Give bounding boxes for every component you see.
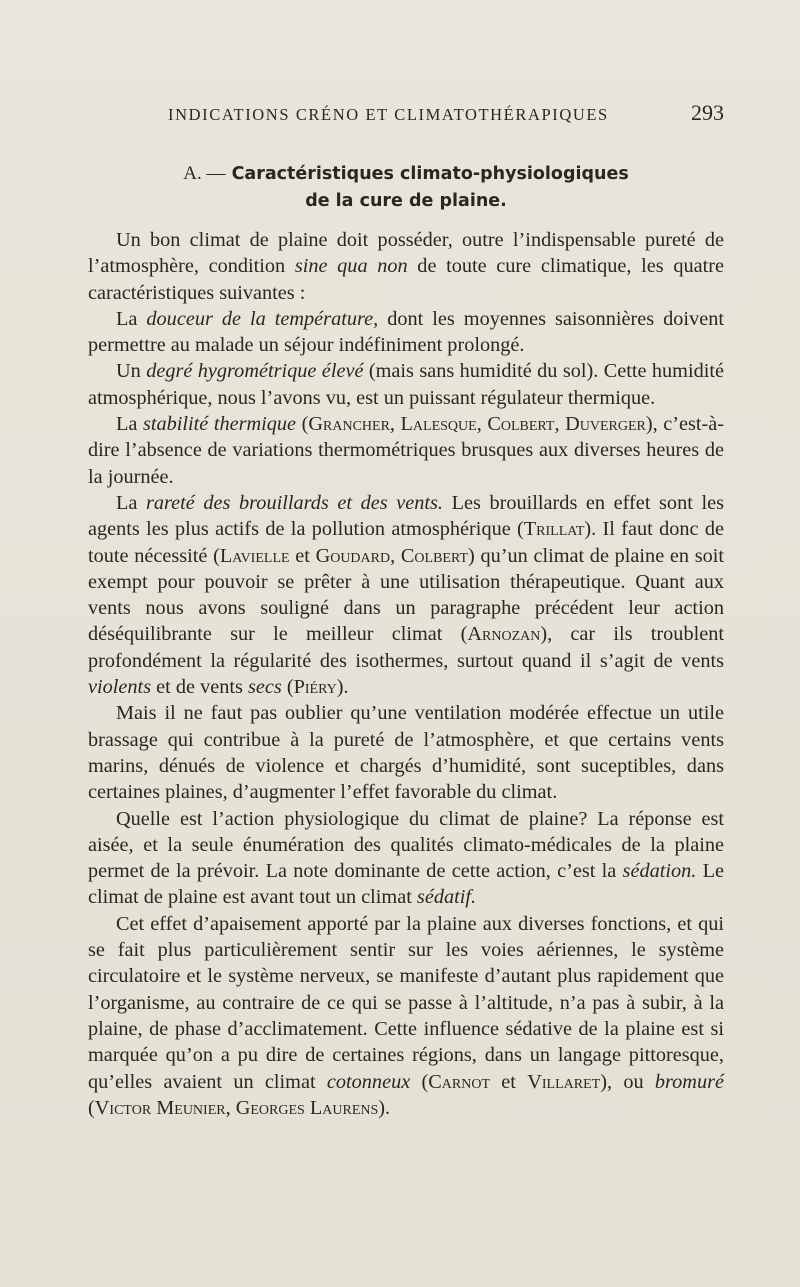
paragraph-2: La douceur de la température, dont les moyennes saisonnières doivent permettre au malade un séjour indéfiniment prolongé. [88, 307, 724, 357]
paragraph-7: Quelle est l’action physiologique du climat de plaine? La réponse est aisée, et la seule énumération des qualités climato-médicales de la plaine permet de la prévoir. La note dominante de cette action, c’est la sédation. Le climat de plaine est avant tout un climat sédatif. [88, 807, 724, 909]
paragraph-5: La rareté des brouillards et des vents. Les brouillards en effet sont les agents les plus actifs de la pollution atmosphérique (Trillat). Il faut donc de toute nécessité (Lavielle et Goudard, Colbert) qu’un climat de plaine en soit exempt pour pouvoir se prêter à une utilisation thérapeutique. Quant aux vents nous avons souligné dans un paragraphe précédent leur action déséquilibrante sur le meilleur climat (Arnozan), car ils troublent profondément la régularité des isothermes, surtout quand il s’agit de vents violents et de vents secs (Piéry). [88, 491, 724, 699]
paragraph-4: La stabilité thermique (Grancher, Lalesque, Colbert, Duverger), c’est-à-dire l’absence de variations thermométriques brusques aux diverses heures de la journée. [88, 413, 725, 488]
author-name: Villaret [527, 1070, 601, 1093]
author-name: Lalesque [400, 413, 477, 436]
section-label: A. — [183, 163, 226, 184]
page-number: 293 [691, 100, 724, 125]
section-title [88, 160, 724, 215]
section-title-line2: de la cure de plaine. [305, 191, 507, 211]
author-name: Goudard [315, 544, 391, 567]
author-name: Colbert [400, 544, 469, 567]
paragraph-1: Un bon climat de plaine doit posséder, outre l’indispensable pureté de l’atmosphère, condition sine qua non de toute cure climatique, les quatre caractéristiques suivantes : [88, 229, 724, 304]
section-a [88, 160, 724, 1121]
section-title-line1: Caractéristiques climato-physiologiques [231, 164, 629, 184]
author-name: Arnozan [467, 623, 541, 646]
author-name: Colbert [487, 413, 555, 436]
running-head: INDICATIONS CRÉNO ET CLIMATOTHÉRAPIQUES [168, 105, 609, 124]
author-name: Victor Meunier [94, 1096, 226, 1119]
author-name: Carnot [428, 1070, 491, 1093]
paragraph-6: Mais il ne faut pas oublier qu’une ventilation modérée effectue un utile brassage qui contribue à la pureté de l’atmosphère, et que certains vents marins, dénués de violence et chargés d’humidité, sont suceptibles, dans certaines plaines, d’augmenter l’effet favorable du climat. [88, 702, 724, 804]
paragraph-8: Cet effet d’apaisement apporté par la plaine aux diverses fonctions, et qui se fait plus particulièrement sentir sur les voies aériennes, le système circulatoire et le système nerveux, se manifeste d’autant plus rapidement que l’organisme, au contraire de ce qui se passe à l’altitude, n’a pas à subir, à la plaine, de phase d’acclimatement. Cette influence sédative de la plaine est si marquée qu’on a pu dire de certaines régions, dans un langage pittoresque, qu’elles avaient un climat cotonneux (Carnot et Villaret), ou bromuré (Victor Meunier, Georges Laurens). [88, 912, 724, 1119]
body-text [88, 227, 724, 1121]
author-name: Piéry [293, 676, 337, 699]
page-header [168, 100, 724, 126]
author-name: Georges Laurens [235, 1096, 379, 1119]
author-name: Lavielle [219, 544, 290, 567]
author-name: Duverger [565, 413, 646, 436]
paragraph-3: Un degré hygrométrique élevé (mais sans humidité du sol). Cette humidité atmosphérique, nous l’avons vu, est un puissant régulateur thermique. [88, 360, 725, 409]
author-name: Trillat [523, 518, 585, 541]
author-name: Grancher [308, 413, 390, 436]
